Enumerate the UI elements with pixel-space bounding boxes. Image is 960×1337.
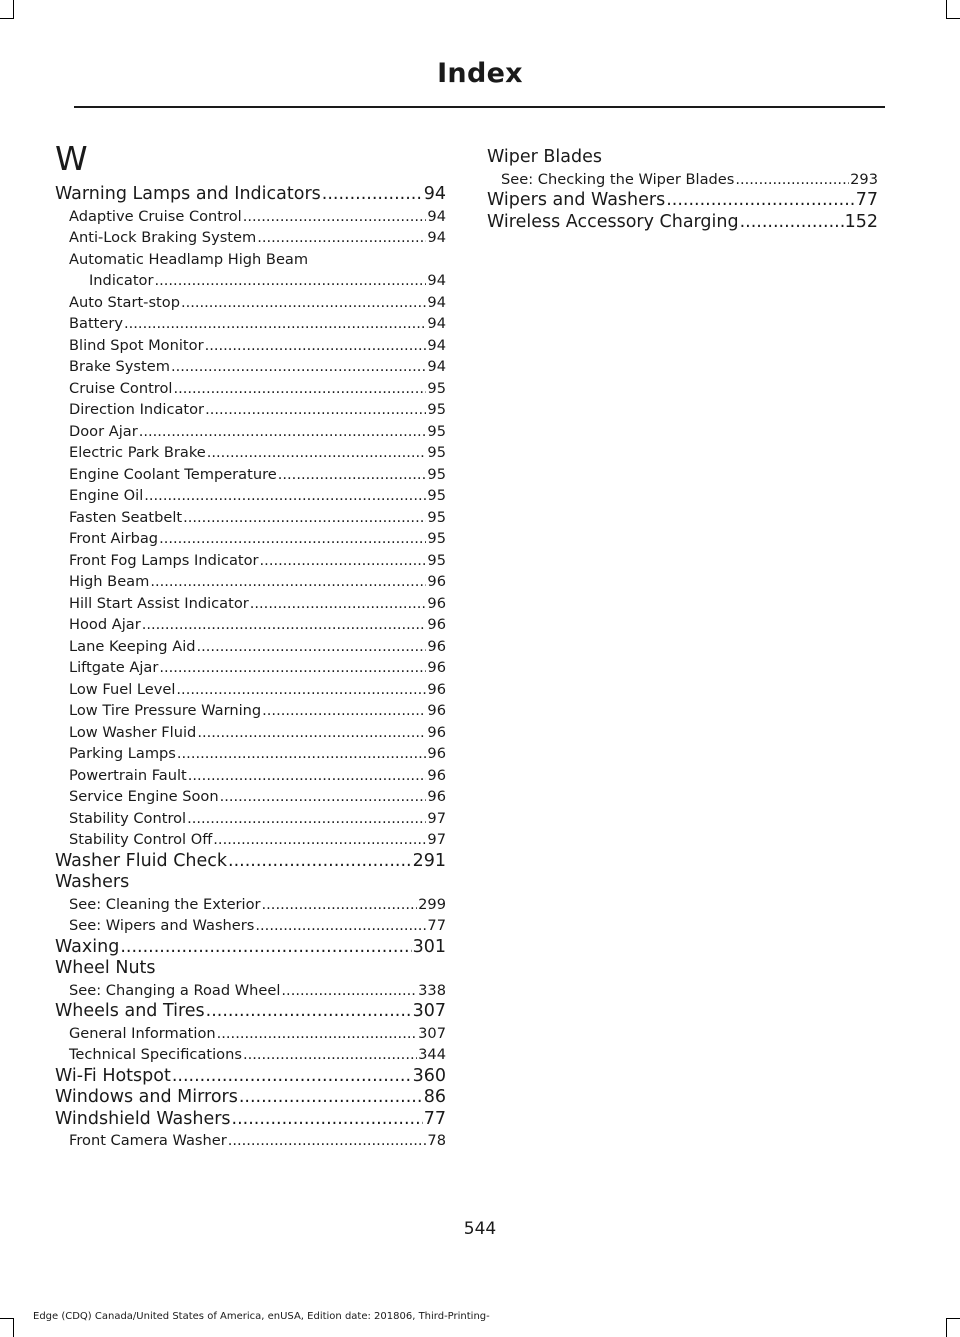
entry-text: Wireless Accessory Charging (487, 211, 739, 232)
entry-page: 94 (427, 207, 446, 225)
entry-page: 97 (427, 809, 446, 827)
index-entry (55, 808, 446, 830)
entry-text: Hood Ajar (69, 616, 141, 633)
index-entry (55, 528, 446, 550)
entry-page: 291 (412, 850, 446, 871)
crop-mark-bottom-right-v (946, 1318, 947, 1337)
entry-text: Powertrain Fault (69, 766, 187, 784)
index-entry (55, 937, 446, 959)
entry-page: 299 (418, 895, 446, 913)
entry-text: See: Cleaning the Exterior (69, 895, 261, 913)
dot-leader (159, 657, 426, 679)
index-entry (55, 1109, 446, 1131)
entry-page: 338 (418, 981, 446, 999)
index-entry (55, 1087, 446, 1109)
entry-page: 86 (423, 1087, 446, 1107)
entry-text: Washer Fluid Check (55, 850, 228, 871)
entry-text: Wipers and Washers (487, 190, 666, 210)
entry-page: 95 (427, 508, 446, 526)
dot-leader (250, 593, 427, 615)
entry-text: Fasten Seatbelt (69, 508, 183, 526)
dot-leader (150, 571, 426, 593)
crop-mark-top-right-v (946, 0, 947, 18)
entry-page: 95 (427, 444, 446, 461)
entry-page: 360 (412, 1065, 446, 1086)
index-entry (55, 313, 446, 335)
entry-text: Front Airbag (69, 530, 159, 547)
entry-text: Low Fuel Level (69, 680, 176, 698)
dot-leader (217, 1023, 418, 1045)
entry-text: High Beam (69, 573, 150, 590)
index-entry: Wiper Blades (487, 147, 602, 167)
entry-page: 95 (427, 487, 446, 504)
index-entry (55, 485, 446, 507)
index-entry (55, 442, 446, 464)
dot-leader (735, 169, 849, 191)
index-entry (55, 851, 446, 873)
entry-page: 94 (427, 315, 446, 332)
entry-text: Blind Spot Monitor (69, 336, 204, 354)
dot-leader (187, 808, 426, 830)
dot-leader (243, 1044, 417, 1066)
entry-text: Wheels and Tires (55, 1001, 205, 1021)
entry-page: 95 (427, 379, 446, 397)
entry-text: Anti-Lock Braking System (69, 229, 257, 246)
entry-page: 96 (427, 745, 446, 762)
page-number: 544 (463, 1219, 497, 1239)
left-entry-list (55, 184, 446, 1152)
entry-page: 94 (427, 358, 446, 375)
dot-leader (197, 722, 426, 744)
dot-leader (171, 356, 426, 378)
entry-text: Brake System (69, 358, 170, 375)
entry-text: General Information (69, 1024, 216, 1042)
dot-leader (177, 743, 427, 765)
entry-text: Parking Lamps (69, 745, 176, 762)
entry-text: Door Ajar (69, 422, 138, 440)
dot-leader (155, 270, 427, 292)
dot-leader (142, 614, 427, 636)
entry-text: Windows and Mirrors (55, 1087, 238, 1107)
entry-text: Direction Indicator (69, 401, 205, 418)
entry-text: Electric Park Brake (69, 444, 206, 461)
index-entry (487, 212, 878, 234)
entry-page: 152 (844, 211, 878, 232)
entry-text: Service Engine Soon (69, 788, 219, 805)
entry-text: Liftgate Ajar (69, 659, 159, 676)
index-entry (55, 227, 446, 249)
index-entry (55, 829, 446, 851)
entry-text: Waxing (55, 936, 120, 957)
index-entry (55, 593, 446, 615)
entry-text: See: Changing a Road Wheel (69, 981, 281, 999)
dot-leader (278, 464, 427, 486)
dot-leader (260, 550, 427, 572)
entry-text: Low Washer Fluid (69, 723, 197, 741)
dot-leader (740, 212, 844, 234)
entry-text: Adaptive Cruise Control (69, 207, 242, 225)
entry-page: 95 (427, 401, 446, 418)
entry-text: Windshield Washers (55, 1108, 231, 1129)
index-column-right (487, 147, 878, 233)
dot-leader (220, 786, 427, 808)
entry-page: 77 (855, 190, 878, 210)
dot-leader (257, 227, 426, 249)
index-entry (55, 356, 446, 378)
dot-leader (255, 915, 426, 937)
entry-page: 96 (427, 723, 446, 741)
dot-leader (197, 636, 427, 658)
entry-page: 94 (427, 272, 446, 289)
page-title: Index (437, 58, 523, 89)
entry-text: Front Fog Lamps Indicator (69, 551, 259, 569)
dot-leader (159, 528, 426, 550)
entry-text: Cruise Control (69, 379, 173, 397)
entry-page: 96 (427, 680, 446, 698)
entry-page: 96 (427, 766, 446, 784)
entry-page: 77 (423, 1108, 446, 1129)
index-entry (55, 1001, 446, 1023)
index-entry (55, 1066, 446, 1088)
header-rule (74, 106, 885, 108)
dot-leader (139, 421, 427, 443)
entry-text: Engine Coolant Temperature (69, 465, 277, 483)
index-entry (55, 206, 446, 228)
entry-page: 96 (427, 573, 446, 590)
entry-text: Battery (69, 315, 124, 332)
index-entry (55, 679, 446, 701)
entry-text: Stability Control (69, 809, 187, 827)
entry-text: See: Checking the Wiper Blades (501, 170, 735, 188)
entry-page: 307 (412, 1001, 446, 1021)
entry-page: 96 (427, 659, 446, 676)
entry-text: See: Wipers and Washers (69, 917, 255, 934)
crop-mark-bottom-right-h (946, 1318, 960, 1319)
entry-page: 293 (850, 170, 878, 188)
entry-page: 94 (427, 293, 446, 311)
right-entry-list (487, 147, 878, 233)
index-entry (55, 399, 446, 421)
dot-leader (228, 851, 412, 873)
dot-leader (262, 700, 426, 722)
index-entry (55, 507, 446, 529)
index-entry (55, 571, 446, 593)
dot-leader (176, 679, 426, 701)
index-entry (55, 1023, 446, 1045)
dot-leader (183, 507, 426, 529)
entry-text: Wi-Fi Hotspot (55, 1065, 171, 1086)
index-entry (55, 700, 446, 722)
index-entry (55, 657, 446, 679)
entry-text: Front Camera Washer (69, 1132, 227, 1149)
index-entry: Automatic Headlamp High Beam (69, 250, 309, 268)
crop-mark-top-left-h (0, 18, 14, 19)
crop-mark-bottom-left-v (13, 1318, 14, 1337)
index-entry (55, 550, 446, 572)
dot-leader (181, 292, 426, 314)
dot-leader (172, 1066, 412, 1088)
dot-leader (188, 765, 427, 787)
entry-page: 96 (427, 788, 446, 805)
entry-page: 94 (423, 184, 446, 204)
entry-page: 95 (427, 422, 446, 440)
dot-leader (239, 1087, 423, 1109)
entry-text: Indicator (89, 272, 154, 289)
index-entry (55, 980, 446, 1002)
entry-text: Warning Lamps and Indicators (55, 184, 321, 204)
entry-text: Engine Oil (69, 487, 144, 504)
entry-page: 78 (427, 1132, 446, 1149)
dot-leader (281, 980, 417, 1002)
index-entry (55, 378, 446, 400)
entry-text: Lane Keeping Aid (69, 637, 196, 655)
entry-page: 95 (427, 551, 446, 569)
index-entry (55, 915, 446, 937)
dot-leader (262, 894, 418, 916)
entry-page: 96 (427, 616, 446, 633)
dot-leader (207, 442, 427, 464)
index-entry (55, 894, 446, 916)
index-entry (55, 292, 446, 314)
dot-leader (232, 1109, 423, 1131)
index-column-left (55, 134, 446, 1152)
entry-page: 77 (427, 917, 446, 934)
entry-page: 95 (427, 465, 446, 483)
entry-text: Technical Specifications (69, 1046, 242, 1063)
entry-page: 94 (427, 229, 446, 246)
entry-page: 97 (427, 831, 446, 848)
dot-leader (213, 829, 426, 851)
crop-mark-bottom-left-h (0, 1318, 14, 1319)
dot-leader (173, 378, 426, 400)
entry-page: 96 (427, 594, 446, 612)
entry-page: 96 (427, 637, 446, 655)
index-entry: Washers (55, 872, 130, 892)
dot-leader (666, 190, 855, 212)
index-entry (55, 421, 446, 443)
index-entry (55, 786, 446, 808)
index-entry (487, 169, 878, 191)
index-entry (55, 743, 446, 765)
index-entry (55, 464, 446, 486)
index-entry (55, 614, 446, 636)
dot-leader (124, 313, 426, 335)
entry-page: 94 (427, 336, 446, 354)
entry-text: Stability Control Off (69, 831, 213, 848)
dot-leader (205, 335, 427, 357)
dot-leader (144, 485, 426, 507)
entry-text: Auto Start-stop (69, 293, 180, 311)
index-entry (55, 270, 446, 292)
entry-page: 307 (418, 1024, 446, 1042)
entry-text: Hill Start Assist Indicator (69, 594, 249, 612)
entry-page: 301 (412, 936, 446, 957)
entry-text: Low Tire Pressure Warning (69, 702, 262, 719)
entry-page: 96 (427, 702, 446, 719)
dot-leader (228, 1130, 427, 1152)
crop-mark-top-left-v (13, 0, 14, 18)
index-entry (55, 765, 446, 787)
dot-leader (120, 937, 411, 959)
dot-leader (322, 184, 423, 206)
index-entry: Wheel Nuts (55, 958, 156, 978)
entry-page: 95 (427, 530, 446, 547)
index-entry (55, 335, 446, 357)
dot-leader (206, 1001, 412, 1023)
dot-leader (205, 399, 426, 421)
footer-edition-text: Edge (CDQ) Canada/United States of America, enUSA, Edition date: 201806, Third-Printing- (33, 1311, 490, 1322)
index-entry (55, 184, 446, 206)
index-entry (55, 636, 446, 658)
section-letter: W (55, 139, 88, 178)
dot-leader (243, 206, 427, 228)
index-entry (487, 190, 878, 212)
index-entry (55, 1130, 446, 1152)
crop-mark-top-right-h (946, 18, 960, 19)
index-entry (55, 1044, 446, 1066)
entry-page: 344 (418, 1046, 446, 1063)
index-entry (55, 722, 446, 744)
